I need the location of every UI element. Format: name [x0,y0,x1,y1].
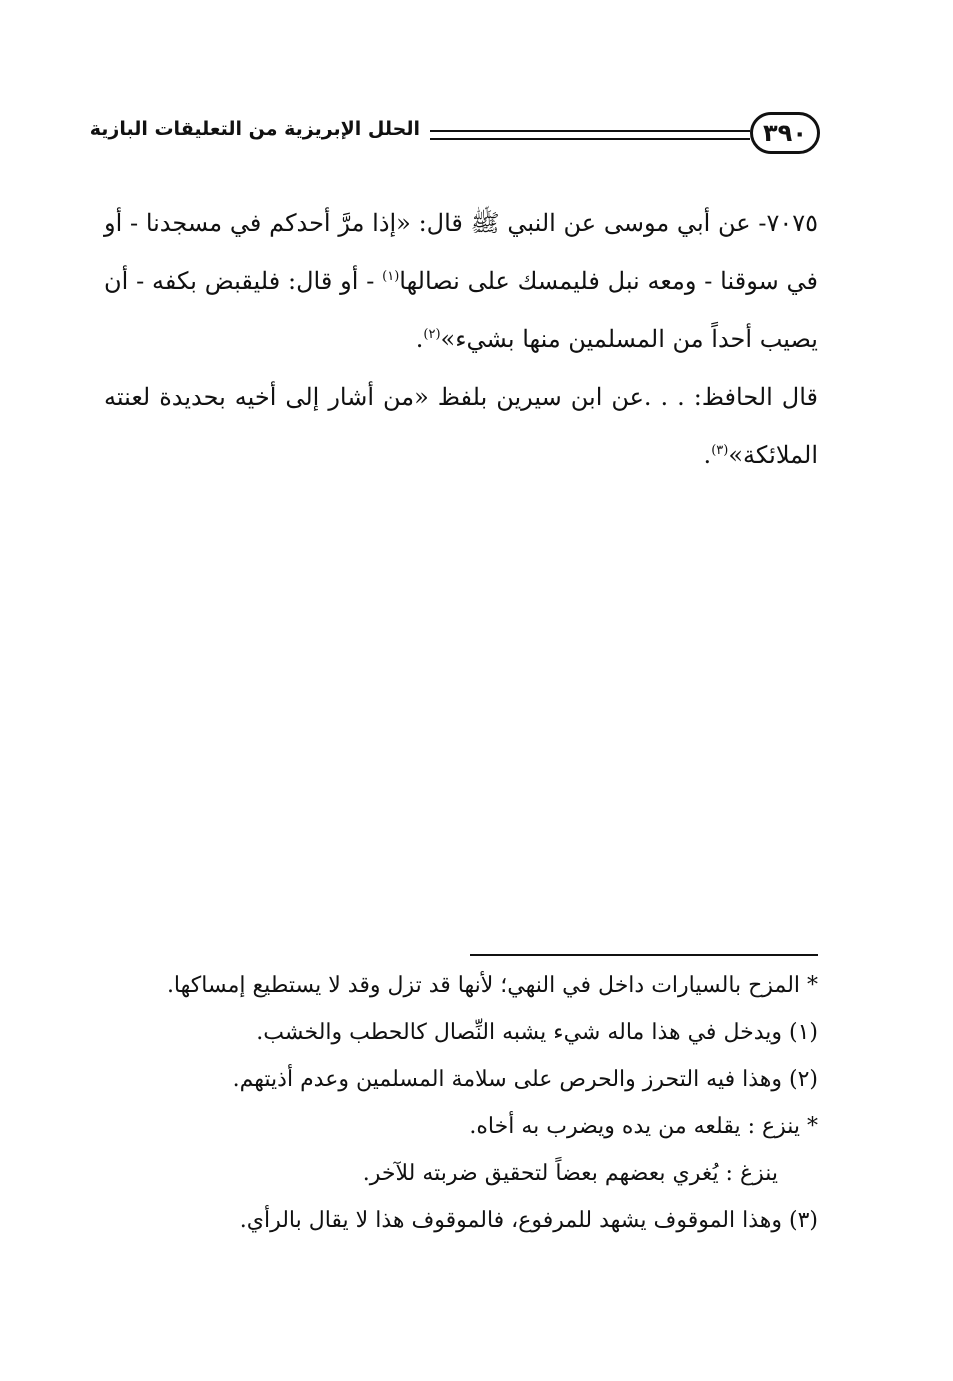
footnote-3: (٣) وهذا الموقوف يشهد للمرفوع، فالموقوف هذا لا يقال بالرأي. [239,1208,818,1233]
hadith-text-part-1: ٧٠٧٥- عن أبي موسى عن النبي ﷺ قال: «إذا مرَّ أحدكم في مسجدنا - أو في سوقنا - ومعه نبل فليمسك على نصالها [104,209,819,295]
footnote-separator [470,954,818,956]
hadith-text-end: . [415,325,424,353]
main-text [104,196,818,486]
footnote-star-2: * ينزع : يقلعه من يده ويضرب به أخاه. [469,1114,818,1139]
page-header [89,108,820,164]
hafiz-comment [104,370,818,482]
footnote-star-1: * المزح بالسيارات داخل في النهي؛ لأنها قد تزل وقد لا يستطيع إمساكها. [166,973,818,998]
page-number: ٣٩٠ [750,112,820,154]
running-title: الحلل الإبريزية من التعليقات البازية [89,118,420,140]
footnote-ref-1: (١) [382,269,400,284]
hadith-text-part-2: - أو قال: فليقبض بكفه - أن يصيب أحداً من المسلمين منها بشيء» [104,267,818,353]
footnote-ref-2: (٢) [423,327,441,342]
hadith-7075 [104,196,818,366]
footnote-star-2-continued: ينزغ : يُغري بعضهم بعضاً لتحقيق ضربته للآخر. [362,1161,778,1186]
footnote-1: (١) ويدخل في هذا ماله شيء يشبه النِّصال كالحطب والخشب. [256,1020,818,1045]
hafiz-text-end: . [703,441,712,469]
header-rule [430,130,750,140]
footnote-2: (٢) وهذا فيه التحرز والحرص على سلامة المسلمين وعدم أذيتهم. [232,1067,818,1092]
footnote-ref-3: (٣) [711,443,729,458]
footnotes [104,962,818,1244]
hafiz-text: قال الحافظ: . . .عن ابن سيرين بلفظ «من أشار إلى أخيه بحديدة لعنته الملائكة» [104,383,818,469]
